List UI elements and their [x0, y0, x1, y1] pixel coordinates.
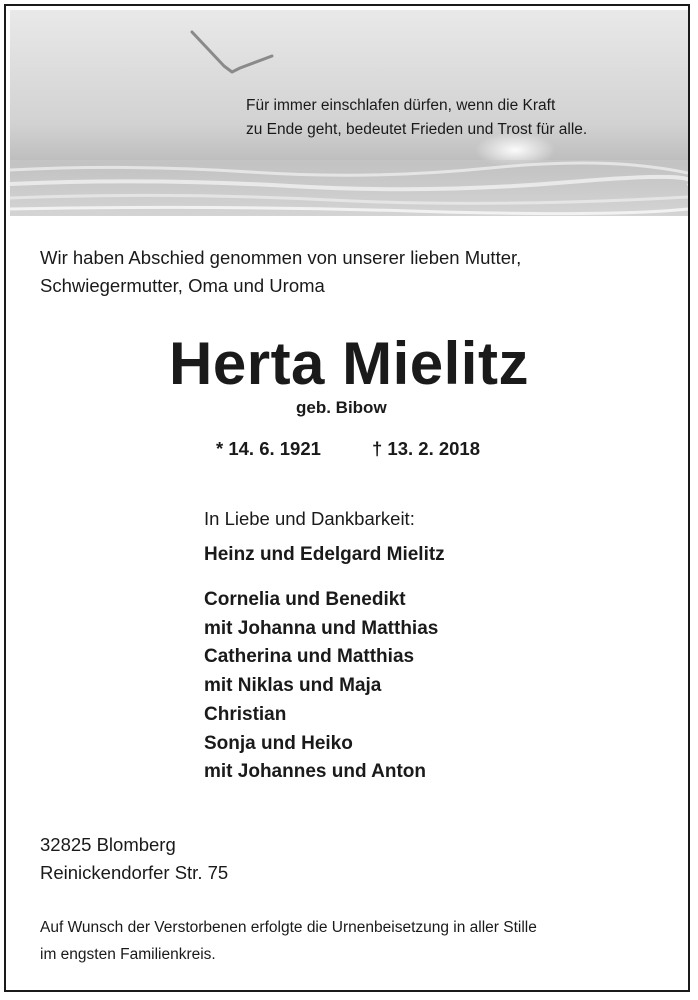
header-quote: [246, 94, 587, 142]
mourners-heading: In Liebe und Dankbarkeit:: [204, 508, 415, 529]
notice-line: Auf Wunsch der Verstorbenen erfolgte die Urnenbeisetzung in aller Stille: [40, 919, 537, 936]
intro-line: Wir haben Abschied genommen von unserer lieben Mutter,: [40, 247, 522, 268]
intro-line: Schwiegermutter, Oma und Uroma: [40, 275, 325, 296]
quote-line: Für immer einschlafen dürfen, wenn die Kraft: [246, 97, 556, 114]
burial-notice: [40, 914, 670, 968]
address: [40, 831, 228, 887]
address-street: Reinickendorfer Str. 75: [40, 862, 229, 883]
notice-line: im engsten Familienkreis.: [40, 946, 216, 963]
list-item: Sonja und Heiko: [204, 732, 353, 754]
family-list: [204, 586, 438, 787]
maiden-name: geb. Bibow: [296, 398, 387, 417]
list-item: Cornelia und Benedikt: [204, 589, 406, 610]
intro-text: [40, 244, 660, 300]
address-city: 32825 Blomberg: [40, 834, 176, 855]
list-item: mit Niklas und Maja: [204, 675, 382, 697]
primary-mourners: Heinz und Edelgard Mielitz: [204, 544, 445, 565]
death-date: † 13. 2. 2018: [372, 438, 481, 459]
list-item: mit Johanna und Matthias: [204, 617, 439, 639]
deceased-name: Herta Mielitz: [169, 330, 529, 397]
list-item: Christian: [204, 703, 287, 725]
list-item: Catherina und Matthias: [204, 646, 415, 668]
quote-line: zu Ende geht, bedeutet Frieden und Trost für alle.: [246, 121, 588, 138]
list-item: mit Johannes und Anton: [204, 761, 427, 783]
birth-date: * 14. 6. 1921: [216, 438, 321, 459]
